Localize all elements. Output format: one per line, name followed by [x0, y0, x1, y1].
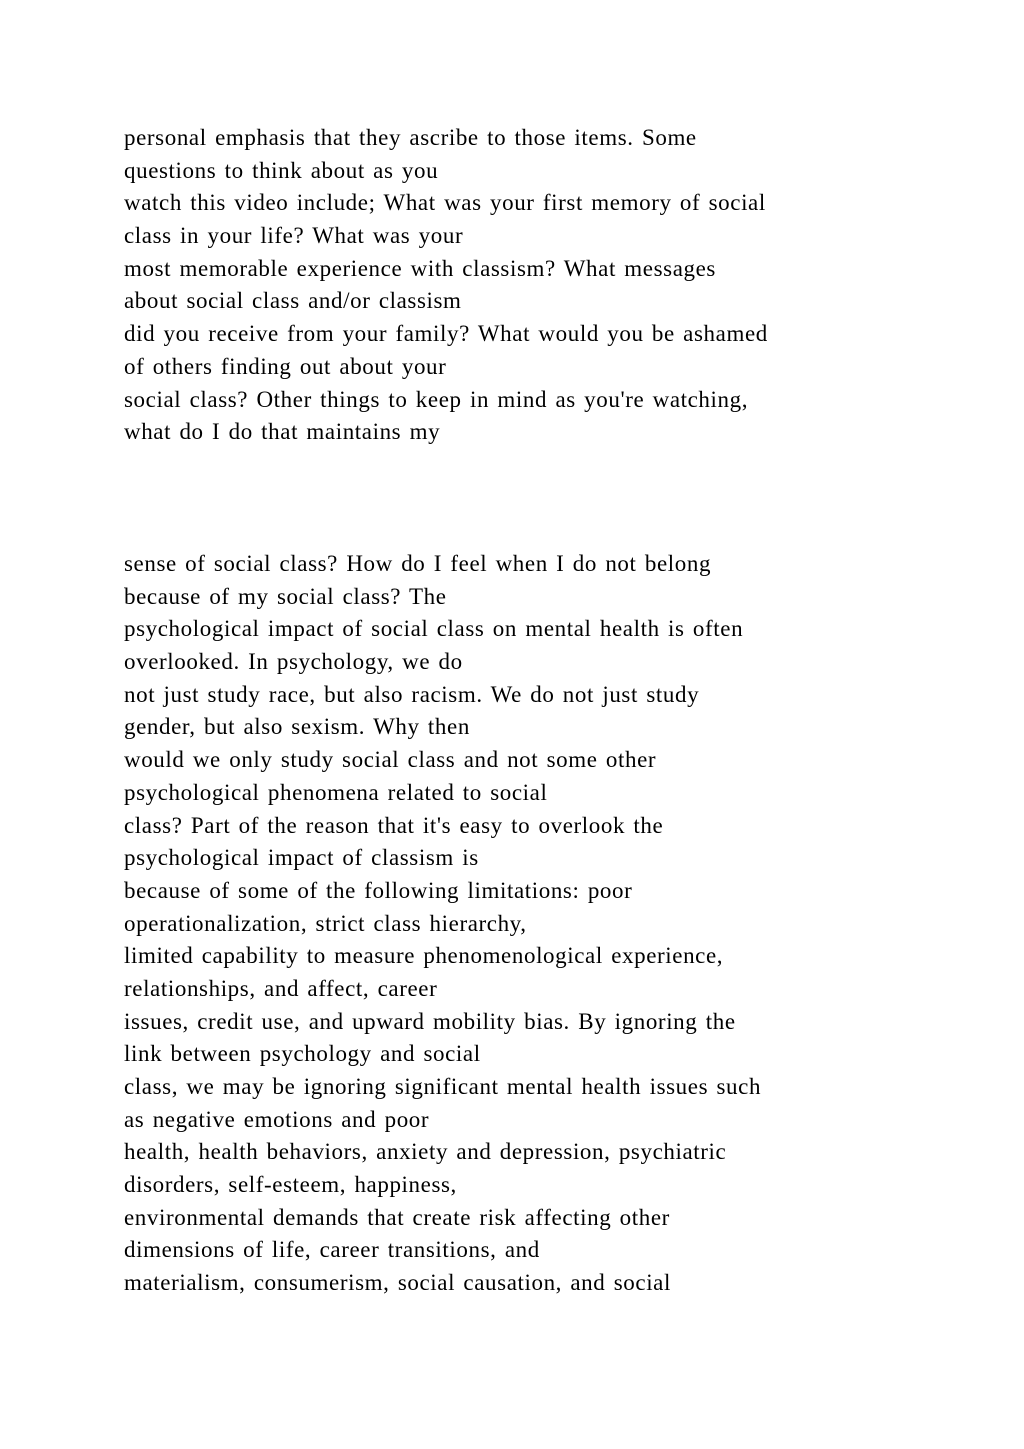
- text-line: psychological phenomena related to social: [124, 779, 548, 805]
- text-line: relationships, and affect, career: [124, 975, 438, 1001]
- text-line: gender, but also sexism. Why then: [124, 714, 470, 740]
- text-line: link between psychology and social: [124, 1041, 481, 1067]
- text-line: environmental demands that create risk affecting other: [124, 1204, 670, 1230]
- text-line: materialism, consumerism, social causation, and social: [124, 1270, 671, 1296]
- text-line: social class? Other things to keep in mind as you're watching,: [124, 386, 749, 412]
- text-line: most memorable experience with classism? What messages: [124, 255, 716, 281]
- text-line: sense of social class? How do I feel when I do not belong: [124, 551, 712, 576]
- text-line: of others finding out about your: [124, 353, 447, 379]
- text-line: class? Part of the reason that it's easy to overlook the: [124, 812, 664, 838]
- text-line: because of my social class? The: [124, 583, 447, 609]
- text-line: health, health behaviors, anxiety and depression, psychiatric: [124, 1139, 727, 1165]
- text-line: class in your life? What was your: [124, 223, 464, 249]
- text-line: psychological impact of classism is: [124, 845, 479, 871]
- text-line: operationalization, strict class hierarchy,: [124, 910, 527, 936]
- text-line: questions to think about as you: [124, 157, 439, 183]
- text-line: overlooked. In psychology, we do: [124, 649, 463, 675]
- text-line: personal emphasis that they ascribe to those items. Some: [124, 125, 697, 150]
- text-line: what do I do that maintains my: [124, 419, 441, 445]
- text-line: dimensions of life, career transitions, and: [124, 1237, 540, 1263]
- text-line: as negative emotions and poor: [124, 1106, 430, 1132]
- text-line: about social class and/or classism: [124, 288, 462, 314]
- text-line: because of some of the following limitations: poor: [124, 877, 633, 903]
- text-block-top: [124, 122, 924, 449]
- text-line: would we only study social class and not some other: [124, 747, 657, 773]
- text-line: disorders, self-esteem, happiness,: [124, 1172, 457, 1198]
- text-line: watch this video include; What was your first memory of social: [124, 190, 766, 216]
- text-line: class, we may be ignoring significant mental health issues such: [124, 1074, 762, 1099]
- text-block-bottom: [124, 548, 924, 1300]
- text-line: limited capability to measure phenomenological experience,: [124, 943, 724, 969]
- text-line: did you receive from your family? What would you be ashamed: [124, 321, 768, 347]
- text-line: issues, credit use, and upward mobility bias. By ignoring the: [124, 1008, 736, 1034]
- text-line: psychological impact of social class on mental health is often: [124, 616, 744, 642]
- text-line: not just study race, but also racism. We do not just study: [124, 681, 700, 707]
